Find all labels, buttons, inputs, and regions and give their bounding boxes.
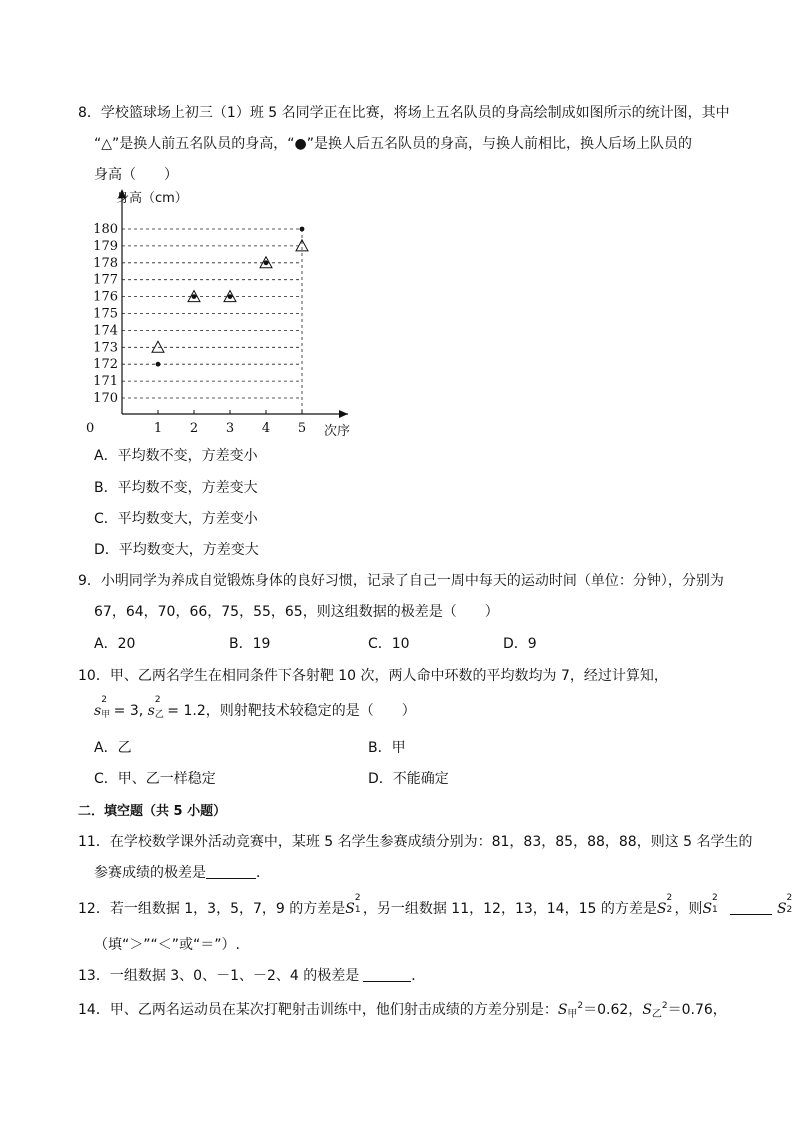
q10-option-d[interactable]: D．不能确定 [368, 771, 449, 787]
x-axis-arrow [339, 410, 348, 418]
y-tick-label: 175 [93, 306, 118, 322]
chart-axes [118, 189, 348, 418]
q10-option-c[interactable]: C．甲、乙一样稳定 [94, 771, 216, 787]
q10-variance-symbol-yi: s [147, 703, 155, 719]
q11-answer-blank[interactable] [206, 864, 256, 879]
chart-grid [122, 229, 302, 414]
q13-line-1: 13．一组数据 3、0、－1、－2、4 的极差是 ． [78, 968, 426, 984]
y-tick-label: 170 [93, 391, 118, 406]
q8-option-a[interactable]: A．平均数不变，方差变小 [94, 448, 258, 464]
x-tick-label: 3 [225, 421, 235, 436]
q13-answer-blank[interactable] [363, 967, 411, 982]
x-tick-label: 4 [261, 421, 271, 436]
q12-line-2: （填“＞”“＜”或“＝”）. [94, 937, 240, 953]
q8-line-1: 8．学校篮球场上初三（1）班 5 名同学正在比赛，将场上五名队员的身高绘制成如图所示的统计图，其中 [78, 105, 730, 121]
chart-y-ticks [93, 222, 118, 406]
q12-answer-blank[interactable] [730, 900, 772, 915]
q10-option-b[interactable]: B．甲 [368, 740, 406, 756]
x-tick-label: 2 [189, 421, 199, 436]
y-tick-label: 176 [93, 289, 118, 305]
q10-variance-symbol-jia: s [94, 703, 102, 719]
y-tick-label: 171 [93, 374, 118, 390]
y-tick-label: 180 [93, 222, 118, 237]
x-tick-label: 5 [297, 421, 307, 436]
q9-line-1: 9．小明同学为养成自觉锻炼身体的良好习惯，记录了自己一周中每天的运动时间（单位：分钟），分别为 [78, 573, 724, 589]
dot-point [300, 227, 305, 232]
y-tick-label: 173 [93, 340, 118, 356]
q9-line-2: 67，64，70，66，75，55，65，则这组数据的极差是（ ） [94, 604, 499, 620]
q8-option-c[interactable]: C．平均数变大，方差变小 [94, 511, 258, 527]
q8-line-2: “△”是换人前五名队员的身高，“●”是换人后五名队员的身高，与换人前相比，换人后场上队员的 [94, 136, 692, 152]
q11-line-2: 参赛成绩的极差是 ． [94, 865, 270, 881]
y-tick-label: 177 [93, 272, 118, 288]
y-tick-label: 172 [93, 357, 118, 373]
chart-x-axis-title: 次序 [324, 424, 351, 439]
q9-option-c[interactable]: C．10 [368, 636, 410, 652]
q8-option-b[interactable]: B．平均数不变，方差变大 [94, 480, 258, 496]
q11-line-1: 11．在学校数学课外活动竞赛中，某班 5 名学生参赛成绩分别为：81，83，85，88，88，则这 5 名学生的 [78, 834, 753, 850]
q10-line-2: s 2 甲 = 3, s 2 乙 = 1.2，则射靶技术较稳定的是（ ） [94, 695, 416, 720]
x-tick-label: 1 [153, 421, 163, 436]
q8-option-d[interactable]: D．平均数变大，方差变大 [94, 542, 259, 558]
q8-line-3: 身高（ ） [94, 167, 178, 183]
chart-origin-label: 0 [86, 421, 95, 436]
q10-option-a[interactable]: A．乙 [94, 740, 132, 756]
q9-option-d[interactable]: D．9 [503, 636, 537, 652]
y-tick-label: 174 [93, 323, 118, 339]
dot-point [192, 294, 197, 299]
dot-point [264, 260, 269, 265]
y-tick-label: 178 [93, 255, 118, 271]
chart-y-axis-title: 身高（cm） [116, 191, 188, 206]
dot-point [156, 362, 161, 367]
section-2-title: 二．填空题（共 5 小题） [78, 804, 227, 819]
q9-option-a[interactable]: A．20 [94, 636, 136, 652]
q14-line-1: 14．甲、乙两名运动员在某次打靶射击训练中，他们射击成绩的方差分别是：$S_甲^2=0.62$，$S_乙^2=0.76$， [78, 1001, 727, 1020]
dot-point [228, 294, 233, 299]
q10-line-1: 10．甲、乙两名学生在相同条件下各射靶 10 次，两人命中环数的平均数均为 7，经过计算知， [78, 668, 668, 684]
y-tick-label: 179 [93, 238, 118, 254]
height-scatter-chart [80, 185, 370, 440]
q9-option-b[interactable]: B．19 [229, 636, 271, 652]
q12-line-1: 12．若一组数据 1，3，5，7，9 的方差是S 2 1 ，另一组数据 11，12，13，14，15 的方差是S 2 2 ，则S 2 1 S 2 2 [78, 893, 793, 917]
